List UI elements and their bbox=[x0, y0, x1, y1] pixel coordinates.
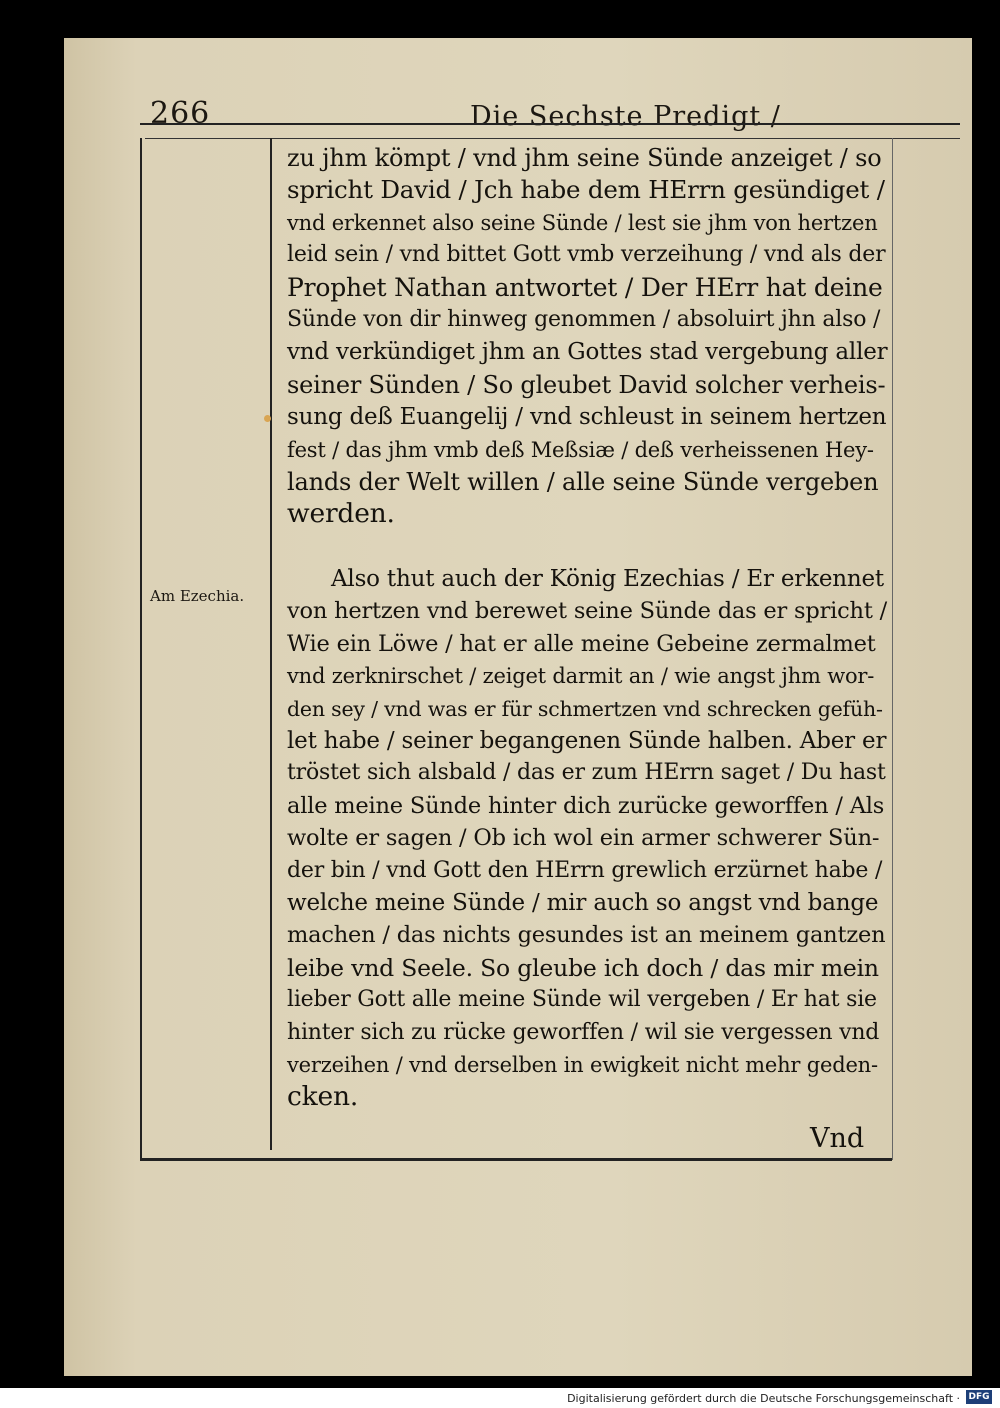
text-line: vnd zerknirschet / zeiget darmit an / wie angst jhm wor- bbox=[287, 664, 875, 689]
bottom-rule bbox=[140, 1158, 892, 1161]
paragraph-2 bbox=[287, 563, 887, 1114]
text-line: wolte er sagen / Ob ich wol ein armer schwerer Sün- bbox=[287, 825, 880, 852]
frame-left-rule bbox=[140, 138, 142, 1160]
body-text bbox=[287, 142, 887, 1114]
text-line: cken. bbox=[287, 1081, 359, 1113]
text-line: lieber Gott alle meine Sünde wil vergeben / Er hat sie bbox=[287, 987, 877, 1013]
text-line: fest / das jhm vmb deß Meßsiæ / deß verheissenen Hey- bbox=[287, 437, 874, 462]
text-line: leid sein / vnd bittet Gott vmb verzeihung / vnd als der bbox=[287, 242, 886, 268]
text-line: tröstet sich alsbald / das er zum HErrn saget / Du hast bbox=[287, 760, 886, 786]
text-line: den sey / vnd was er für schmertzen vnd schrecken gefüh- bbox=[287, 696, 883, 721]
text-line: Wie ein Löwe / hat er alle meine Gebeine zermalmet bbox=[287, 630, 876, 657]
dfg-logo-icon: DFG bbox=[966, 1390, 992, 1404]
text-line: von hertzen vnd berewet seine Sünde das er spricht / bbox=[287, 598, 888, 625]
running-head: Die Sechste Predigt / bbox=[470, 101, 781, 132]
text-line: Sünde von dir hinweg genommen / absoluirt jhn also / bbox=[287, 307, 881, 333]
margin-note: Am Ezechia. bbox=[150, 587, 245, 605]
text-line: spricht David / Jch habe dem HErrn gesündiget / bbox=[287, 175, 885, 205]
footer-credit: Digitalisierung gefördert durch die Deutsche Forschungsgemeinschaft · bbox=[567, 1392, 960, 1405]
text-line: Also thut auch der König Ezechias / Er erkennet bbox=[331, 565, 884, 592]
ink-spot bbox=[264, 415, 271, 422]
text-line: seiner Sünden / So gleubet David solcher verheis- bbox=[287, 370, 886, 399]
text-line: vnd verkündiget jhm an Gottes stad vergebung aller bbox=[287, 339, 888, 366]
text-line: werden. bbox=[287, 498, 395, 530]
text-line: vnd erkennet also seine Sünde / lest sie jhm von hertzen bbox=[287, 210, 878, 235]
frame-right-rule bbox=[892, 138, 893, 1160]
text-line: machen / das nichts gesundes ist an meinem gantzen bbox=[287, 922, 886, 949]
margin-column-rule bbox=[270, 138, 272, 1150]
page-number: 266 bbox=[150, 96, 211, 131]
text-line: alle meine Sünde hinter dich zurücke geworffen / Als bbox=[287, 792, 885, 819]
paragraph-gap bbox=[287, 531, 887, 563]
text-line: Prophet Nathan antwortet / Der HErr hat deine bbox=[287, 272, 883, 302]
header-rule-secondary bbox=[145, 138, 960, 139]
text-line: welche meine Sünde / mir auch so angst vnd bange bbox=[287, 889, 879, 916]
header-rule bbox=[140, 123, 960, 125]
text-line: hinter sich zu rücke geworffen / wil sie vergessen vnd bbox=[287, 1019, 880, 1045]
catchword: Vnd bbox=[810, 1123, 865, 1154]
text-line: lands der Welt willen / alle seine Sünde vergeben bbox=[287, 468, 879, 497]
text-line: der bin / vnd Gott den HErrn grewlich erzürnet habe / bbox=[287, 857, 883, 883]
text-line: sung deß Euangelij / vnd schleust in seinem hertzen bbox=[287, 404, 887, 431]
text-line: leibe vnd Seele. So gleube ich doch / das mir mein bbox=[287, 953, 879, 982]
text-line: let habe / seiner begangenen Sünde halben. Aber er bbox=[287, 727, 887, 754]
paragraph-1 bbox=[287, 142, 887, 531]
text-line: verzeihen / vnd derselben in ewigkeit nicht mehr geden- bbox=[287, 1052, 878, 1077]
text-line: zu jhm kömpt / vnd jhm seine Sünde anzeiget / so bbox=[287, 144, 882, 172]
